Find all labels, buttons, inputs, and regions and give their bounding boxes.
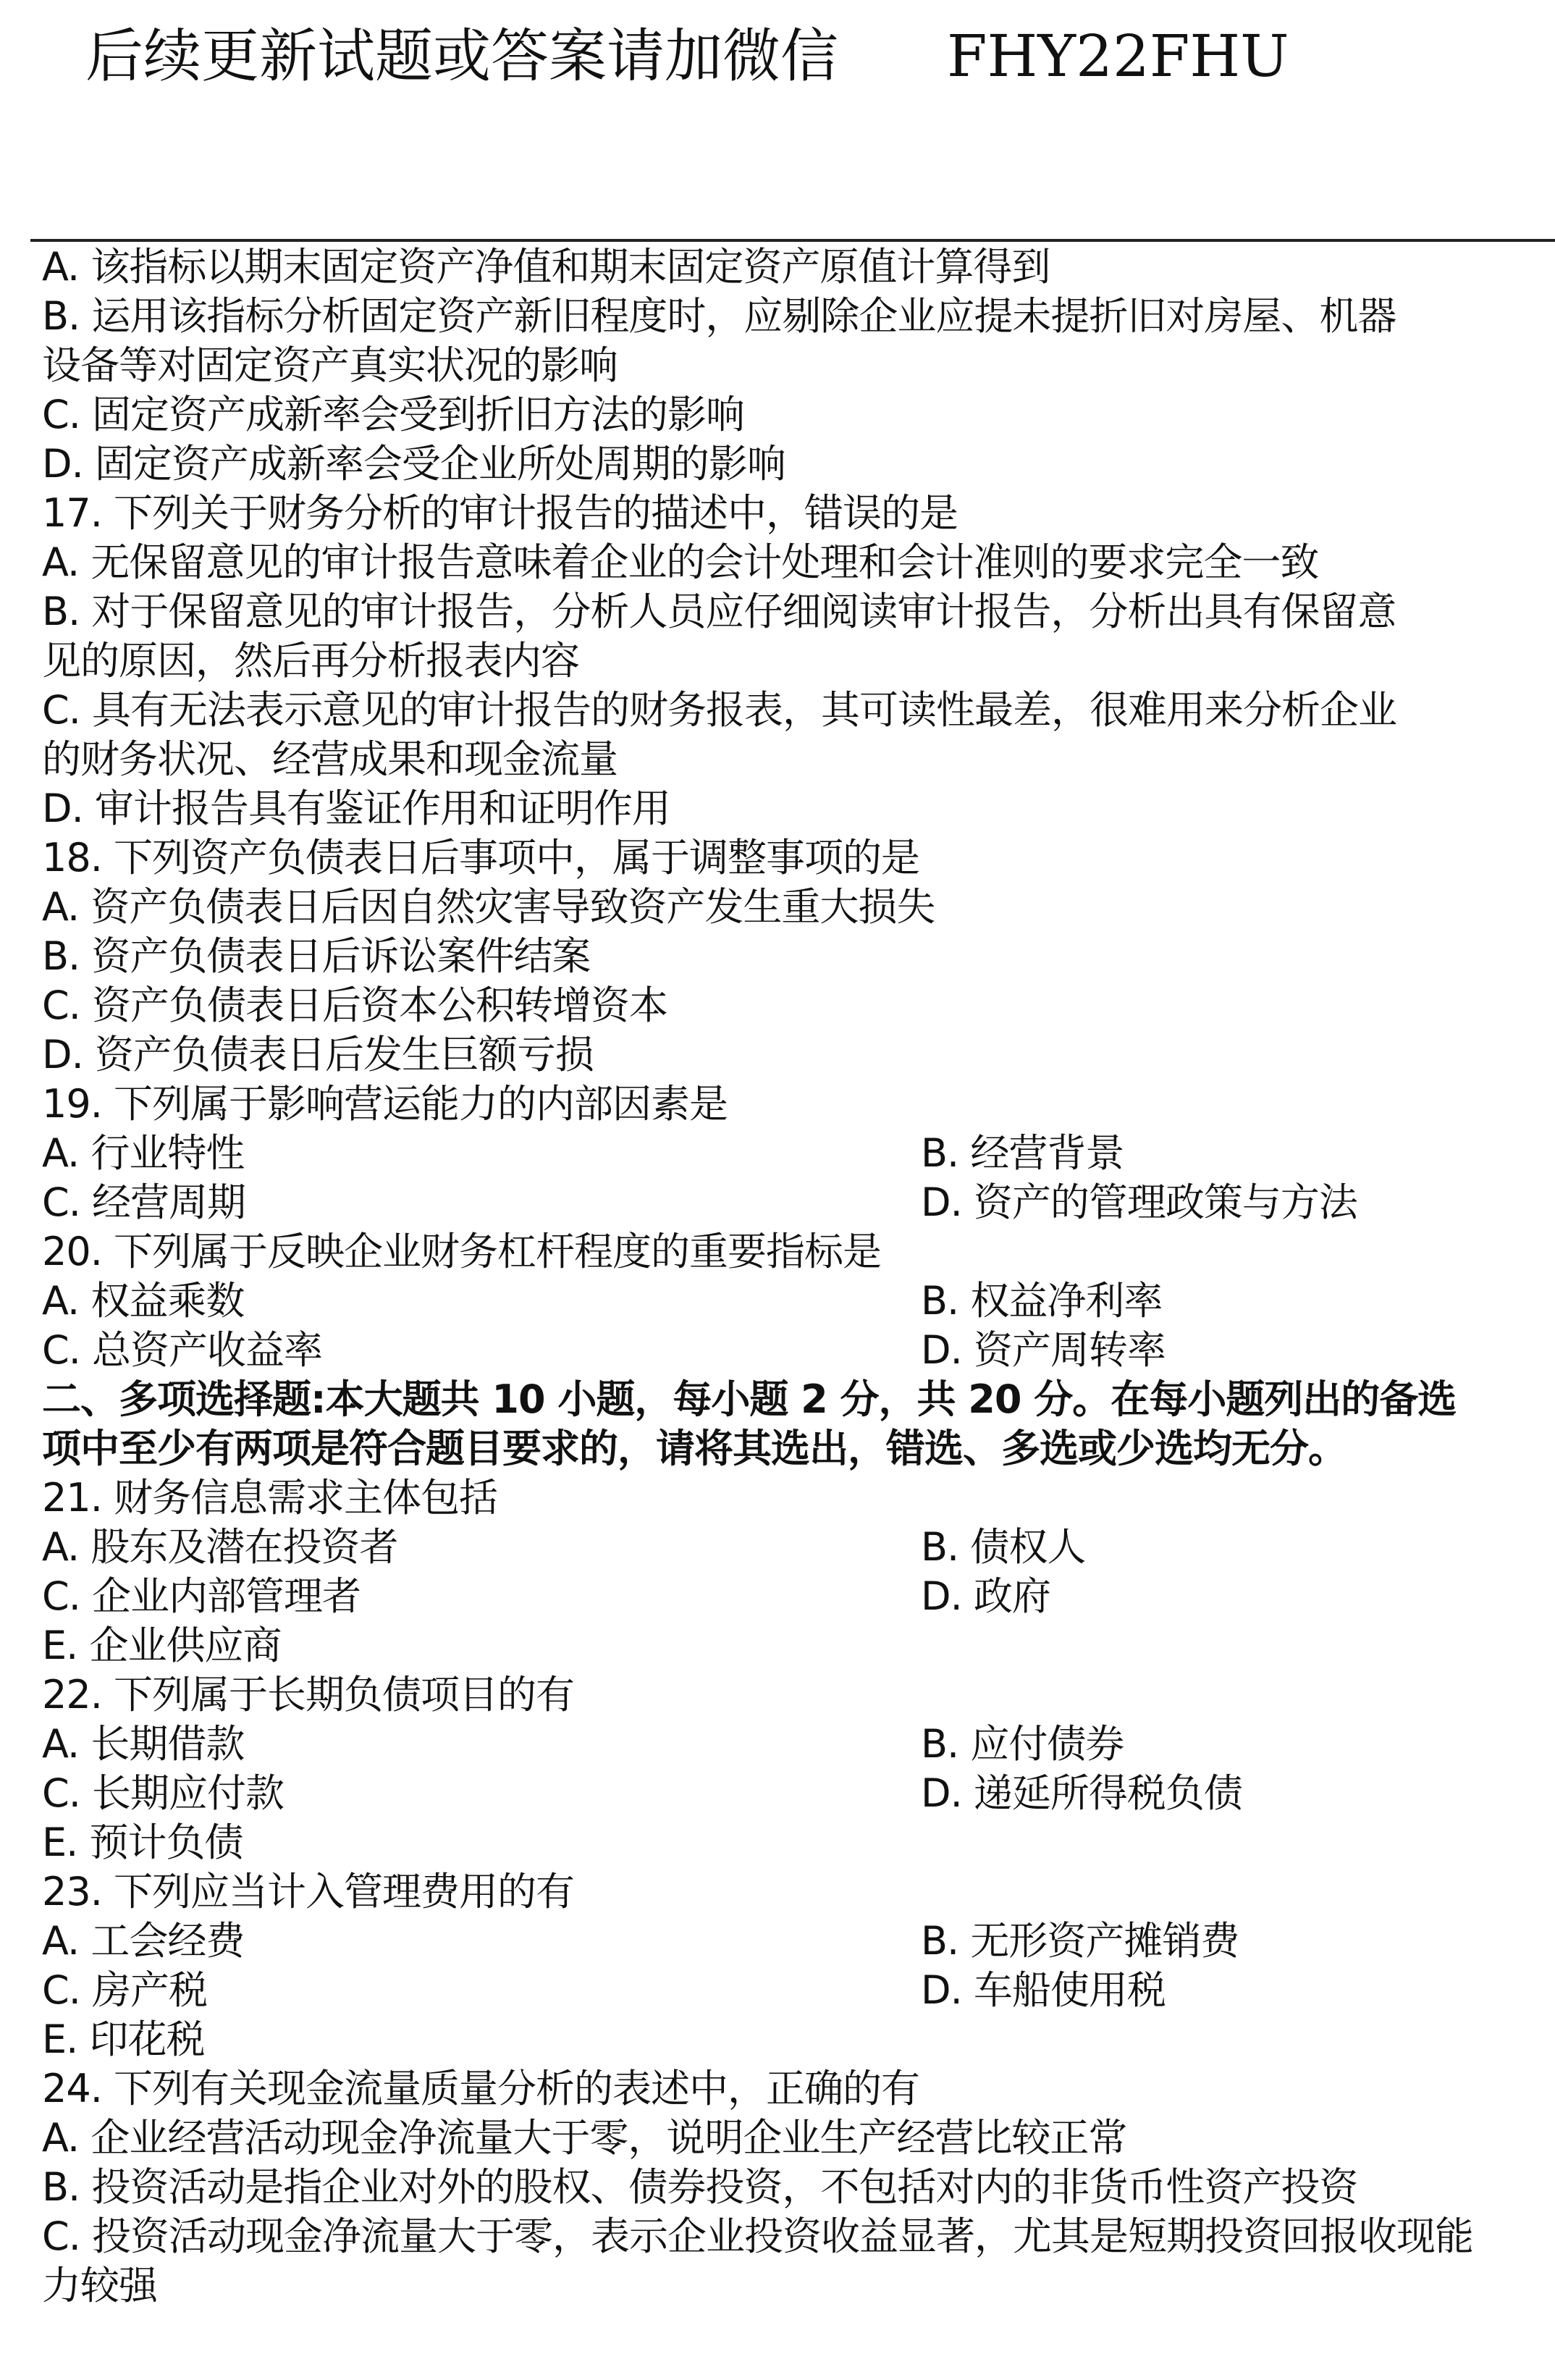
line-text: D. 审计报告具有鉴证作用和证明作用 [42, 786, 670, 831]
text-line [42, 1277, 1548, 1326]
line-text: B. 对于保留意见的审计报告，分析人员应仔细阅读审计报告，分析出具有保留意 [42, 589, 1396, 634]
line-text: B. 运用该指标分析固定资产新旧程度时，应剔除企业应提未提折旧对房屋、机器 [42, 293, 1396, 339]
text-line [42, 735, 1548, 784]
line-text: C. 总资产收益率 [42, 1327, 323, 1373]
line-text: 设备等对固定资产真实状况的影响 [42, 342, 618, 388]
line-text: C. 具有无法表示意见的审计报告的财务报表，其可读性最差，很难用来分析企业 [42, 687, 1397, 733]
line-text: A. 权益乘数 [42, 1278, 245, 1324]
option-right-column: D. 政府 [921, 1573, 1050, 1619]
line-text: A. 行业特性 [42, 1130, 245, 1176]
line-text: A. 工会经费 [42, 1918, 245, 1964]
line-text: E. 预计负债 [42, 1820, 243, 1865]
text-line [42, 243, 1548, 292]
line-text: 23. 下列应当计入管理费用的有 [42, 1869, 575, 1914]
option-right-column: B. 权益净利率 [921, 1278, 1163, 1324]
line-text: 20. 下列属于反映企业财务杠杆程度的重要指标是 [42, 1229, 882, 1274]
option-right-column: D. 递延所得税负债 [921, 1770, 1242, 1816]
line-text: C. 投资活动现金净流量大于零，表示企业投资收益显著，尤其是短期投资回报收现能 [42, 2213, 1474, 2259]
text-line [42, 2114, 1548, 2163]
line-text: C. 固定资产成新率会受到折旧方法的影响 [42, 392, 745, 437]
text-line [42, 341, 1548, 390]
option-right-column: B. 经营背景 [921, 1130, 1124, 1176]
option-right-column: B. 债权人 [921, 1524, 1086, 1570]
text-line [42, 2212, 1548, 2261]
text-line [42, 1572, 1548, 1621]
text-line [42, 2064, 1548, 2114]
text-line [42, 883, 1548, 932]
text-line [42, 1080, 1548, 1129]
line-text: A. 该指标以期末固定资产净值和期末固定资产原值计算得到 [42, 244, 1050, 290]
text-line [42, 686, 1548, 735]
line-text: 21. 财务信息需求主体包括 [42, 1475, 498, 1521]
line-text: A. 企业经营活动现金净流量大于零，说明企业生产经营比较正常 [42, 2115, 1127, 2161]
text-line [42, 1670, 1548, 1720]
line-text: A. 无保留意见的审计报告意味着企业的会计处理和会计准则的要求完全一致 [42, 539, 1319, 585]
text-line [42, 1867, 1548, 1917]
line-text: B. 投资活动是指企业对外的股权、债券投资，不包括对内的非货币性资产投资 [42, 2164, 1358, 2210]
text-line [42, 292, 1548, 341]
text-line [42, 1326, 1548, 1375]
text-line [42, 1621, 1548, 1670]
line-text: B. 资产负债表日后诉讼案件结案 [42, 933, 591, 979]
line-text: A. 长期借款 [42, 1721, 245, 1767]
text-line [42, 1720, 1548, 1769]
text-line [42, 2261, 1548, 2310]
line-text: C. 长期应付款 [42, 1770, 285, 1816]
line-text: 19. 下列属于影响营运能力的内部因素是 [42, 1081, 728, 1127]
text-line [42, 2015, 1548, 2064]
text-line [42, 981, 1548, 1030]
text-line [42, 1523, 1548, 1572]
line-text: 力较强 [42, 2263, 157, 2308]
line-text: 见的原因，然后再分析报表内容 [42, 638, 579, 684]
line-text: 的财务状况、经营成果和现金流量 [42, 736, 618, 782]
text-line [42, 538, 1548, 587]
text-line [42, 1769, 1548, 1818]
text-line [42, 1818, 1548, 1867]
line-text: E. 企业供应商 [42, 1623, 282, 1668]
line-text: 24. 下列有关现金流量质量分析的表述中，正确的有 [42, 2066, 920, 2111]
line-text: C. 经营周期 [42, 1180, 246, 1225]
option-right-column: B. 应付债券 [921, 1721, 1124, 1767]
text-line [42, 390, 1548, 440]
option-right-column: B. 无形资产摊销费 [921, 1918, 1239, 1964]
option-right-column: D. 资产的管理政策与方法 [921, 1180, 1357, 1225]
line-text: A. 资产负债表日后因自然灾害导致资产发生重大损失 [42, 884, 935, 930]
exam-content [42, 243, 1548, 2310]
text-line [42, 784, 1548, 833]
wechat-id: FHY22FHU [947, 22, 1289, 90]
line-text: C. 资产负债表日后资本公积转增资本 [42, 983, 668, 1028]
text-line [42, 440, 1548, 489]
text-line [42, 1178, 1548, 1227]
text-line [42, 587, 1548, 636]
option-right-column: D. 资产周转率 [921, 1327, 1166, 1373]
option-right-column: D. 车船使用税 [921, 1967, 1166, 2013]
text-line [42, 2163, 1548, 2212]
text-line [42, 1227, 1548, 1277]
text-line [42, 1473, 1548, 1523]
banner-title: 后续更新试题或答案请加微信 [85, 22, 838, 90]
text-line [42, 1030, 1548, 1080]
line-text: D. 资产负债表日后发生巨额亏损 [42, 1032, 594, 1077]
line-text: 22. 下列属于长期负债项目的有 [42, 1672, 575, 1717]
text-line [42, 489, 1548, 538]
text-line [42, 1966, 1548, 2015]
line-text: 17. 下列关于财务分析的审计报告的描述中，错误的是 [42, 490, 958, 536]
section-heading-line [42, 1375, 1548, 1424]
line-text: 二、多项选择题:本大题共 10 小题，每小题 2 分，共 20 分。在每小题列出的备选 [42, 1376, 1457, 1422]
line-text: D. 固定资产成新率会受企业所处周期的影响 [42, 441, 785, 487]
line-text: 项中至少有两项是符合题目要求的，请将其选出，错选、多选或少选均无分。 [42, 1426, 1347, 1471]
line-text: 18. 下列资产负债表日后事项中，属于调整事项的是 [42, 835, 920, 880]
text-line [42, 636, 1548, 686]
line-text: E. 印花税 [42, 2017, 205, 2062]
line-text: C. 房产税 [42, 1967, 208, 2013]
page-top-rule [30, 239, 1555, 242]
text-line [42, 1129, 1548, 1178]
watermark-banner [85, 20, 1289, 93]
text-line [42, 1917, 1548, 1966]
text-line [42, 833, 1548, 883]
text-line [42, 932, 1548, 981]
line-text: C. 企业内部管理者 [42, 1573, 361, 1619]
section-heading-line [42, 1424, 1548, 1473]
line-text: A. 股东及潜在投资者 [42, 1524, 398, 1570]
